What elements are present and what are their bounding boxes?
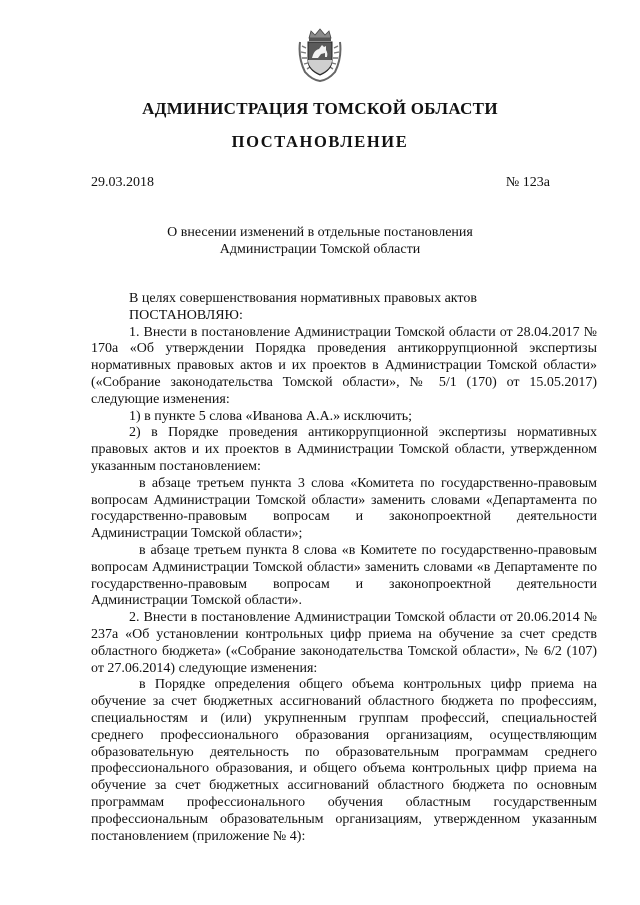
document-subject xyxy=(0,224,640,258)
paragraph-item-2: 2. Внести в постановление Администрации Томской области от 20.06.2014 № 237а «Об установлении контрольных цифр приема на обучение за счет средств областного бюджета» («Собрание законодательства Томской области», № 6/2 (107) от 27.06.2014) следующие изменения: xyxy=(91,610,597,676)
paragraph-amendment-1: в абзаце третьем пункта 3 слова «Комитета по государственно-правовым вопросам Администрации Томской области» заменить словами «Департамента по государственно-правовым вопросам и законопроектной деятельности Администрации Томской области»; xyxy=(91,475,597,542)
document-number: № 123а xyxy=(505,175,550,190)
paragraph-decree: ПОСТАНОВЛЯЮ: xyxy=(129,307,243,323)
document-date: 29.03.2018 xyxy=(91,175,154,190)
tomsk-coat-of-arms-icon xyxy=(297,28,343,82)
subject-line: О внесении изменений в отдельные постановления xyxy=(167,225,473,240)
organization-name: АДМИНИСТРАЦИЯ ТОМСКОЙ ОБЛАСТИ xyxy=(142,99,498,118)
subject-line: Администрации Томской области xyxy=(219,242,421,257)
paragraph-subitem-1-1: 1) в пункте 5 слова «Иванова А.А.» исключить; xyxy=(129,408,412,424)
paragraph-subitem-1-2: 2) в Порядке проведения антикоррупционной экспертизы нормативных правовых актов и их проектов в Администрации Томской области, утвержденном указанным постановлением: xyxy=(91,425,597,474)
paragraph-item-1: 1. Внести в постановление Администрации Томской области от 28.04.2017 № 170а «Об утверждении Порядка проведения антикоррупционной экспертизы нормативных правовых актов и их проектов в Администрации Томской области» («Собрание законодательства Томской области», № 5/1 (170) от 15.05.2017) следующие изменения: xyxy=(91,324,597,407)
paragraph-amendment-2: в абзаце третьем пункта 8 слова «в Комитете по государственно-правовым вопросам Администрации Томской области» заменить словами «в Департаменте по государственно-правовым вопросам и законопроектной деятельности Администрации Томской области». xyxy=(91,542,597,609)
document-body xyxy=(91,291,597,845)
paragraph-preamble: В целях совершенствования нормативных правовых актов xyxy=(129,291,477,306)
paragraph-amendment-3: в Порядке определения общего объема контрольных цифр приема на обучение за счет бюджетных ассигнований областного бюджета по профессиям, специальностям и (или) укрупненным группам профессий, специальностей среднего профессионального образования организациям, осуществляющим образовательную деятельность по образовательным программам среднего профессионального образования, и общего объема контрольных цифр приема на обучение за счет бюджетных ассигнований областного бюджета по основным программам профессионального обучения областным государственным профессиональным образовательным организациям, утвержденном указанным постановлением (приложение № 4): xyxy=(91,677,597,844)
document-type: ПОСТАНОВЛЕНИЕ xyxy=(231,132,409,151)
